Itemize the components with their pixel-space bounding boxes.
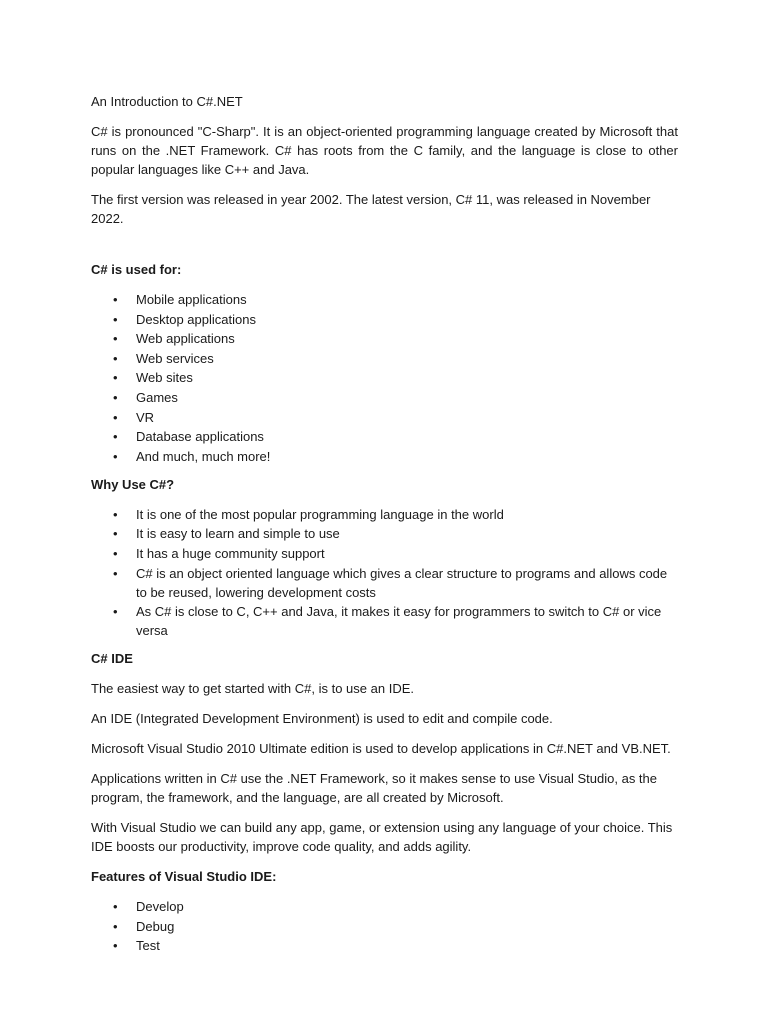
- bullet-icon: •: [113, 899, 118, 915]
- list-item: • Web applications: [113, 331, 235, 347]
- section-heading-ide: C# IDE: [91, 651, 133, 667]
- features-list: [91, 897, 678, 955]
- list-item: • It is easy to learn and simple to use: [113, 526, 340, 542]
- list-item: • And much, much more!: [113, 448, 271, 464]
- intro-paragraph: The first version was released in year 2002. The latest version, C# 11, was released in November 2022.: [91, 192, 651, 226]
- list-item: • C# is an object oriented language which gives a clear structure to programs and allows code to be reused, lowering development costs: [113, 565, 668, 600]
- document-page: [91, 92, 678, 964]
- list-item: • Web services: [113, 350, 214, 366]
- list-item: • Web sites: [113, 370, 193, 386]
- bullet-icon: •: [113, 565, 118, 581]
- intro-paragraph: C# is pronounced "C-Sharp". It is an object-oriented programming language created by Microsoft that runs on the .NET Framework. C# has roots from the C family, and the language is close to other popular languages like C++ and Java.: [91, 124, 678, 177]
- section-heading-features: Features of Visual Studio IDE:: [91, 869, 277, 885]
- bullet-icon: •: [113, 311, 118, 327]
- list-item: • Test: [113, 938, 160, 954]
- bullet-icon: •: [113, 506, 118, 522]
- ide-paragraph: Microsoft Visual Studio 2010 Ultimate edition is used to develop applications in C#.NET and VB.NET.: [91, 741, 671, 757]
- bullet-icon: •: [113, 545, 118, 561]
- list-item: • As C# is close to C, C++ and Java, it makes it easy for programmers to switch to C# or vice versa: [113, 604, 662, 639]
- list-item: • Desktop applications: [113, 311, 256, 327]
- list-item: • It is one of the most popular programming language in the world: [113, 506, 504, 522]
- ide-paragraph: With Visual Studio we can build any app, game, or extension using any language of your choice. This IDE boosts our productivity, improve code quality, and adds agility.: [91, 820, 673, 855]
- why-use-list: [91, 505, 678, 640]
- list-item: • Database applications: [113, 429, 264, 445]
- bullet-icon: •: [113, 370, 118, 386]
- ide-paragraph: The easiest way to get started with C#, is to use an IDE.: [91, 681, 414, 697]
- document-title: An Introduction to C#.NET: [91, 94, 243, 109]
- bullet-icon: •: [113, 409, 118, 425]
- bullet-icon: •: [113, 918, 118, 934]
- list-item: • Develop: [113, 899, 184, 915]
- bullet-icon: •: [113, 526, 118, 542]
- ide-paragraph: Applications written in C# use the .NET Framework, so it makes sense to use Visual Studio, as the program, the framework, and the language, are all created by Microsoft.: [91, 771, 658, 806]
- bullet-icon: •: [113, 938, 118, 954]
- list-item: • Mobile applications: [113, 292, 247, 307]
- list-item: • Debug: [113, 918, 175, 934]
- section-heading-why-use: Why Use C#?: [91, 476, 175, 492]
- bullet-icon: •: [113, 331, 118, 347]
- bullet-icon: •: [113, 292, 118, 307]
- section-heading-used-for: C# is used for:: [91, 262, 182, 277]
- list-item: • It has a huge community support: [113, 545, 325, 561]
- bullet-icon: •: [113, 448, 118, 464]
- bullet-icon: •: [113, 429, 118, 445]
- bullet-icon: •: [113, 604, 118, 620]
- list-item: • Games: [113, 389, 178, 405]
- bullet-icon: •: [113, 350, 118, 366]
- bullet-icon: •: [113, 389, 118, 405]
- list-item: • VR: [113, 409, 155, 425]
- ide-paragraph: An IDE (Integrated Development Environment) is used to edit and compile code.: [91, 711, 553, 727]
- section-spacer: [91, 239, 678, 260]
- used-for-list: [91, 290, 678, 466]
